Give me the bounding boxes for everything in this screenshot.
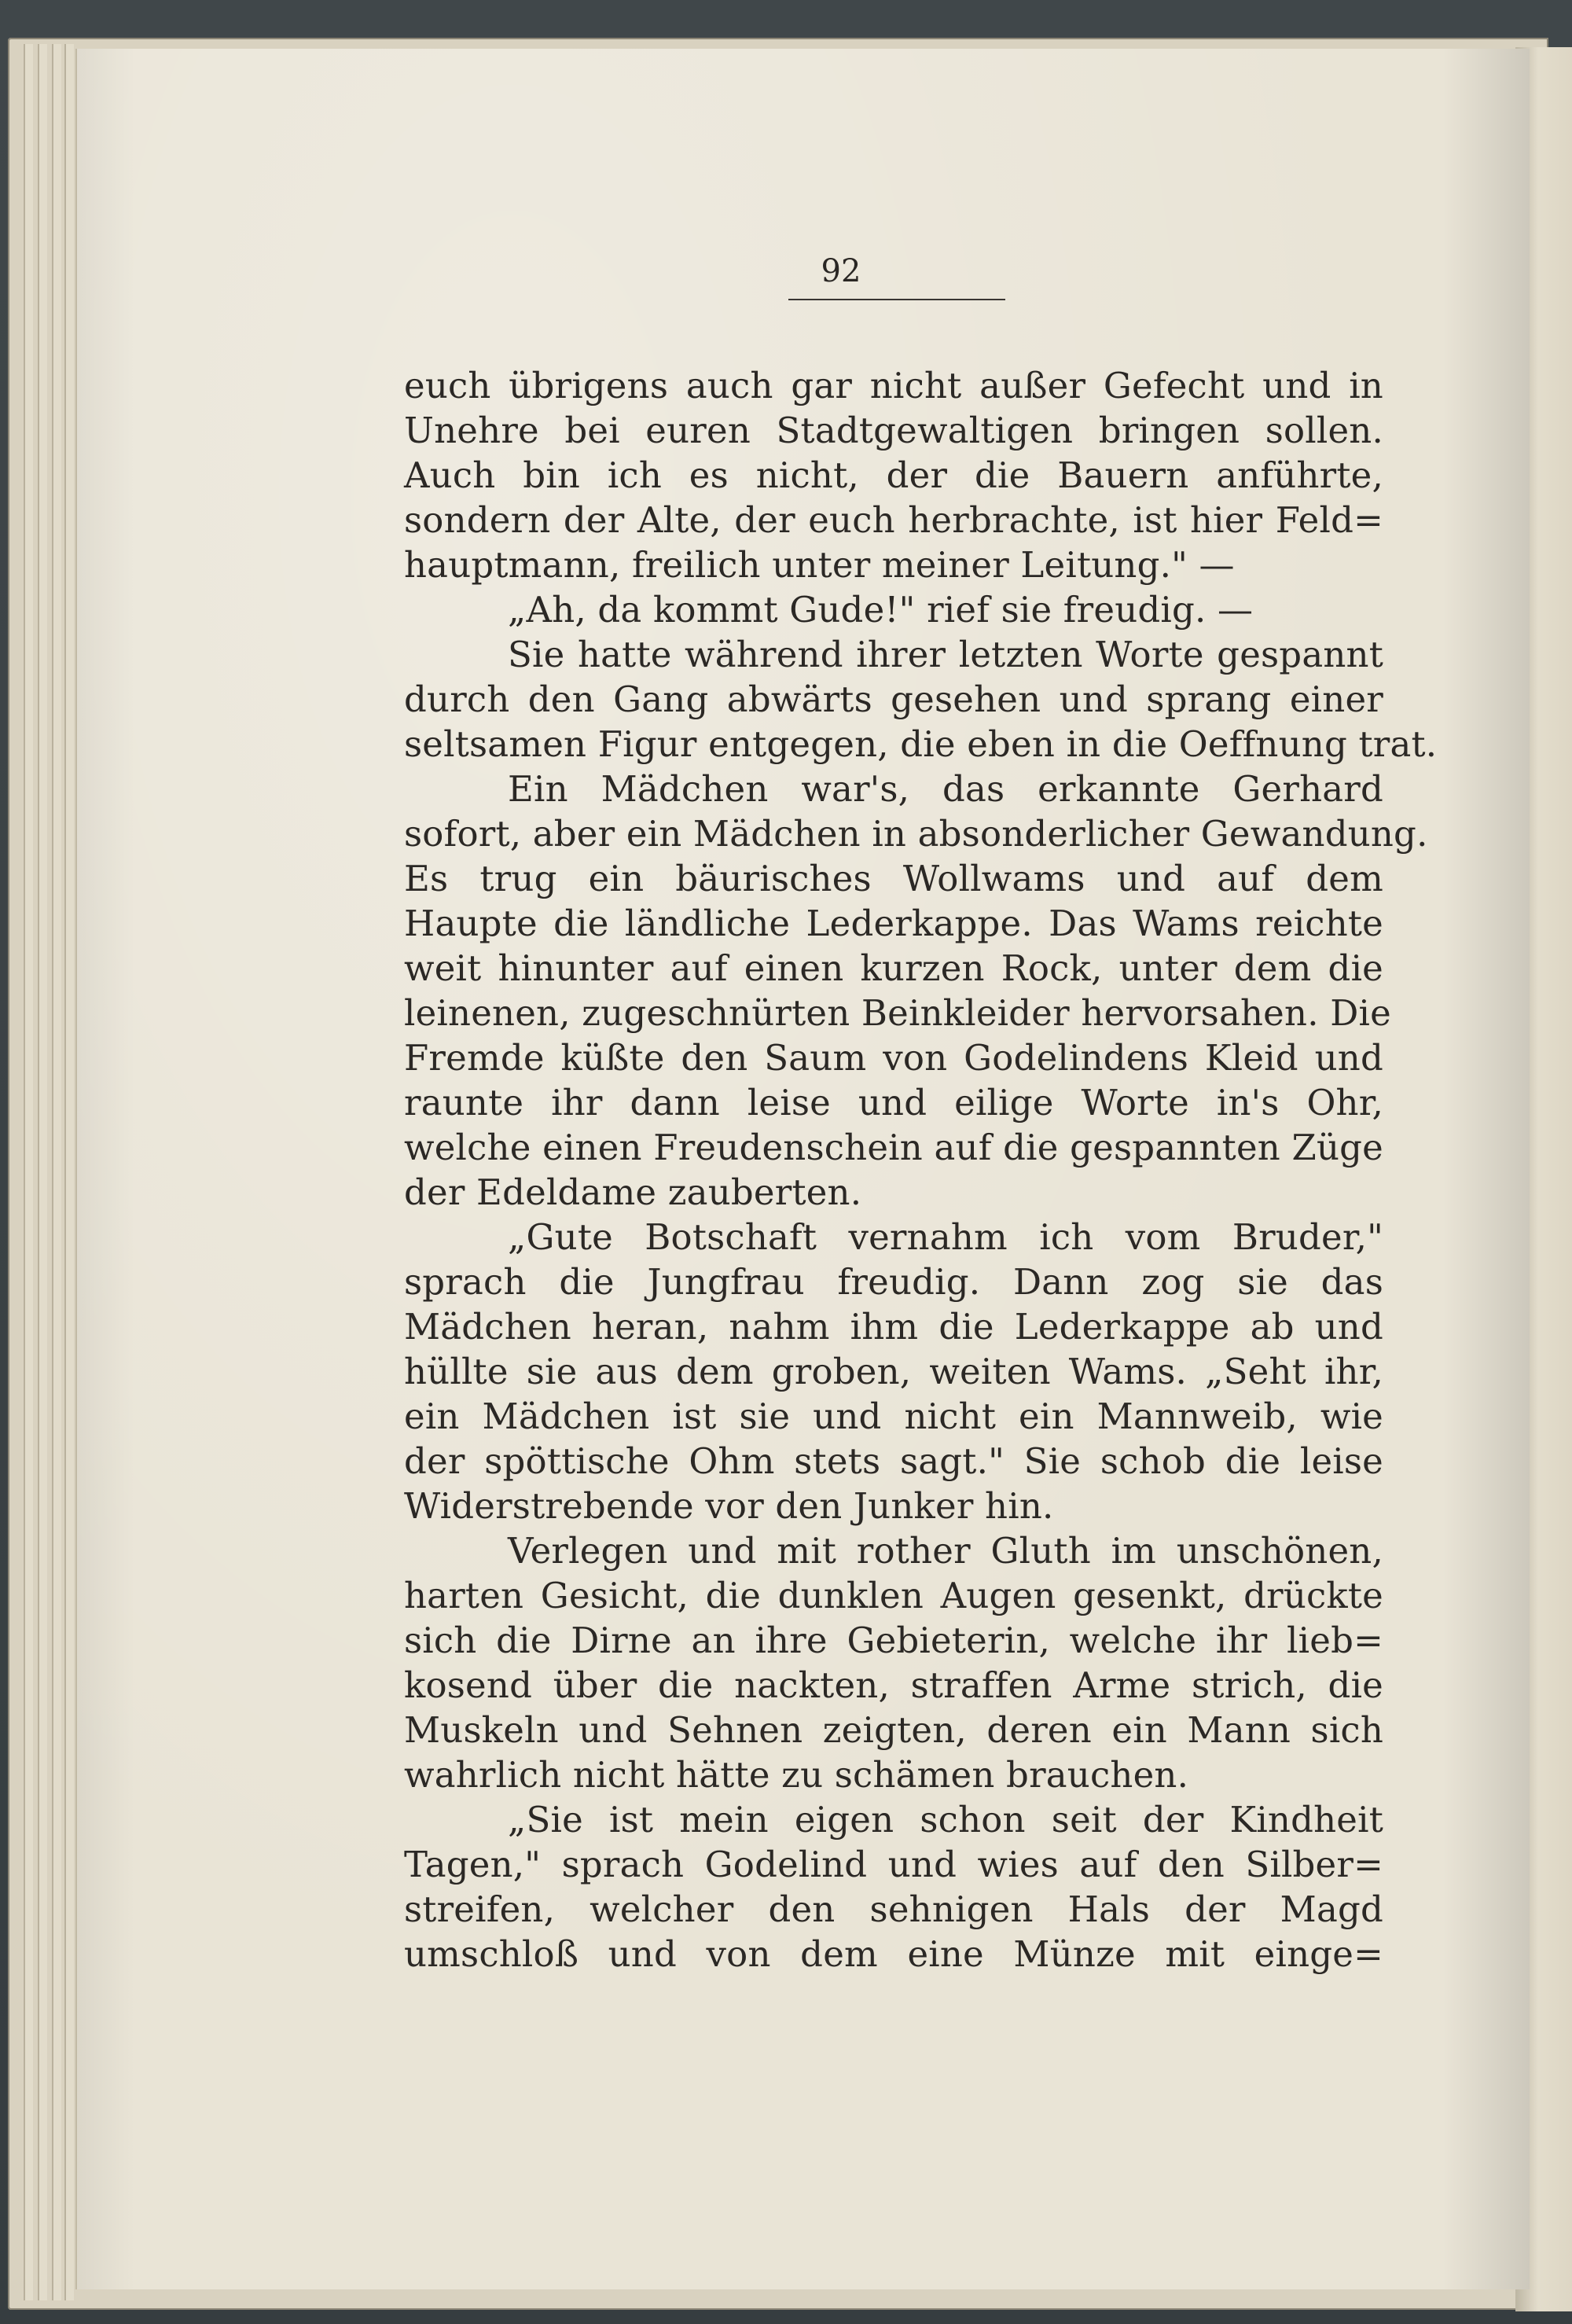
text-line: Ein Mädchen war's, das erkannte Gerhard — [508, 768, 1383, 810]
page-number-rule — [788, 299, 1005, 300]
text-line: welche einen Freudenschein auf die gespannten Züge — [404, 1127, 1383, 1168]
text-line: Verlegen und mit rother Gluth im unschönen, — [508, 1530, 1383, 1572]
text-line: durch den Gang abwärts gesehen und sprang einer — [404, 678, 1383, 720]
body-text — [404, 363, 1438, 1977]
text-line: ein Mädchen ist sie und nicht ein Mannweib, wie — [404, 1396, 1383, 1437]
text-line: kosend über die nackten, straffen Arme strich, die — [404, 1664, 1383, 1706]
text-line: umschloß und von dem eine Münze mit einge= — [404, 1933, 1383, 1975]
text-line: hüllte sie aus dem groben, weiten Wams. „Seht ihr, — [404, 1351, 1383, 1392]
text-line: Unehre bei euren Stadtgewaltigen bringen sollen. — [404, 410, 1383, 451]
text-line: sofort, aber ein Mädchen in absonderlicher Gewandung. — [404, 813, 1428, 855]
text-line: raunte ihr dann leise und eilige Worte in's Ohr, — [404, 1082, 1383, 1123]
text-line: sich die Dirne an ihre Gebieterin, welche ihr lieb= — [404, 1620, 1383, 1661]
text-line: „Sie ist mein eigen schon seit der Kindheit — [508, 1799, 1383, 1840]
page-number: 92 — [821, 253, 861, 289]
text-line: euch übrigens auch gar nicht außer Gefecht und in — [404, 365, 1383, 406]
page-edge — [52, 44, 61, 2300]
text-line: „Ah, da kommt Gude!" rief sie freudig. — — [508, 589, 1254, 631]
text-line: streifen, welcher den sehnigen Hals der Magd — [404, 1888, 1383, 1930]
page-edge — [64, 44, 74, 2300]
text-line: Muskeln und Sehnen zeigten, deren ein Mann sich — [404, 1709, 1383, 1751]
text-line: Haupte die ländliche Lederkappe. Das Wams reichte — [404, 903, 1383, 944]
text-line: Widerstrebende vor den Junker hin. — [404, 1485, 1054, 1527]
text-line: leinenen, zugeschnürten Beinkleider hervorsahen. Die — [404, 992, 1391, 1034]
text-line: sprach die Jungfrau freudig. Dann zog sie das — [404, 1261, 1383, 1303]
text-line: Auch bin ich es nicht, der die Bauern anführte, — [404, 454, 1383, 496]
text-line: weit hinunter auf einen kurzen Rock, unter dem die — [404, 947, 1383, 989]
text-line: wahrlich nicht hätte zu schämen brauchen. — [404, 1754, 1189, 1796]
text-line: Mädchen heran, nahm ihm die Lederkappe ab und — [404, 1306, 1383, 1348]
text-line: harten Gesicht, die dunklen Augen gesenkt, drückte — [404, 1575, 1383, 1616]
text-line: der spöttische Ohm stets sagt." Sie schob die leise — [404, 1440, 1383, 1482]
text-line: Es trug ein bäurisches Wollwams und auf dem — [404, 858, 1383, 899]
text-line: „Gute Botschaft vernahm ich vom Bruder," — [508, 1216, 1383, 1258]
text-line: seltsamen Figur entgegen, die eben in die Oeffnung trat. — [404, 723, 1438, 765]
text-line: hauptmann, freilich unter meiner Leitung." — — [404, 544, 1235, 586]
text-line: Fremde küßte den Saum von Godelindens Kleid und — [404, 1037, 1383, 1079]
text-line: sondern der Alte, der euch herbrachte, ist hier Feld= — [404, 499, 1383, 541]
text-line: Tagen," sprach Godelind und wies auf den Silber= — [404, 1844, 1383, 1885]
page-edge — [24, 44, 33, 2300]
page-edge — [38, 44, 47, 2300]
text-line: der Edeldame zauberten. — [404, 1171, 862, 1213]
text-line: Sie hatte während ihrer letzten Worte gespannt — [508, 634, 1383, 675]
